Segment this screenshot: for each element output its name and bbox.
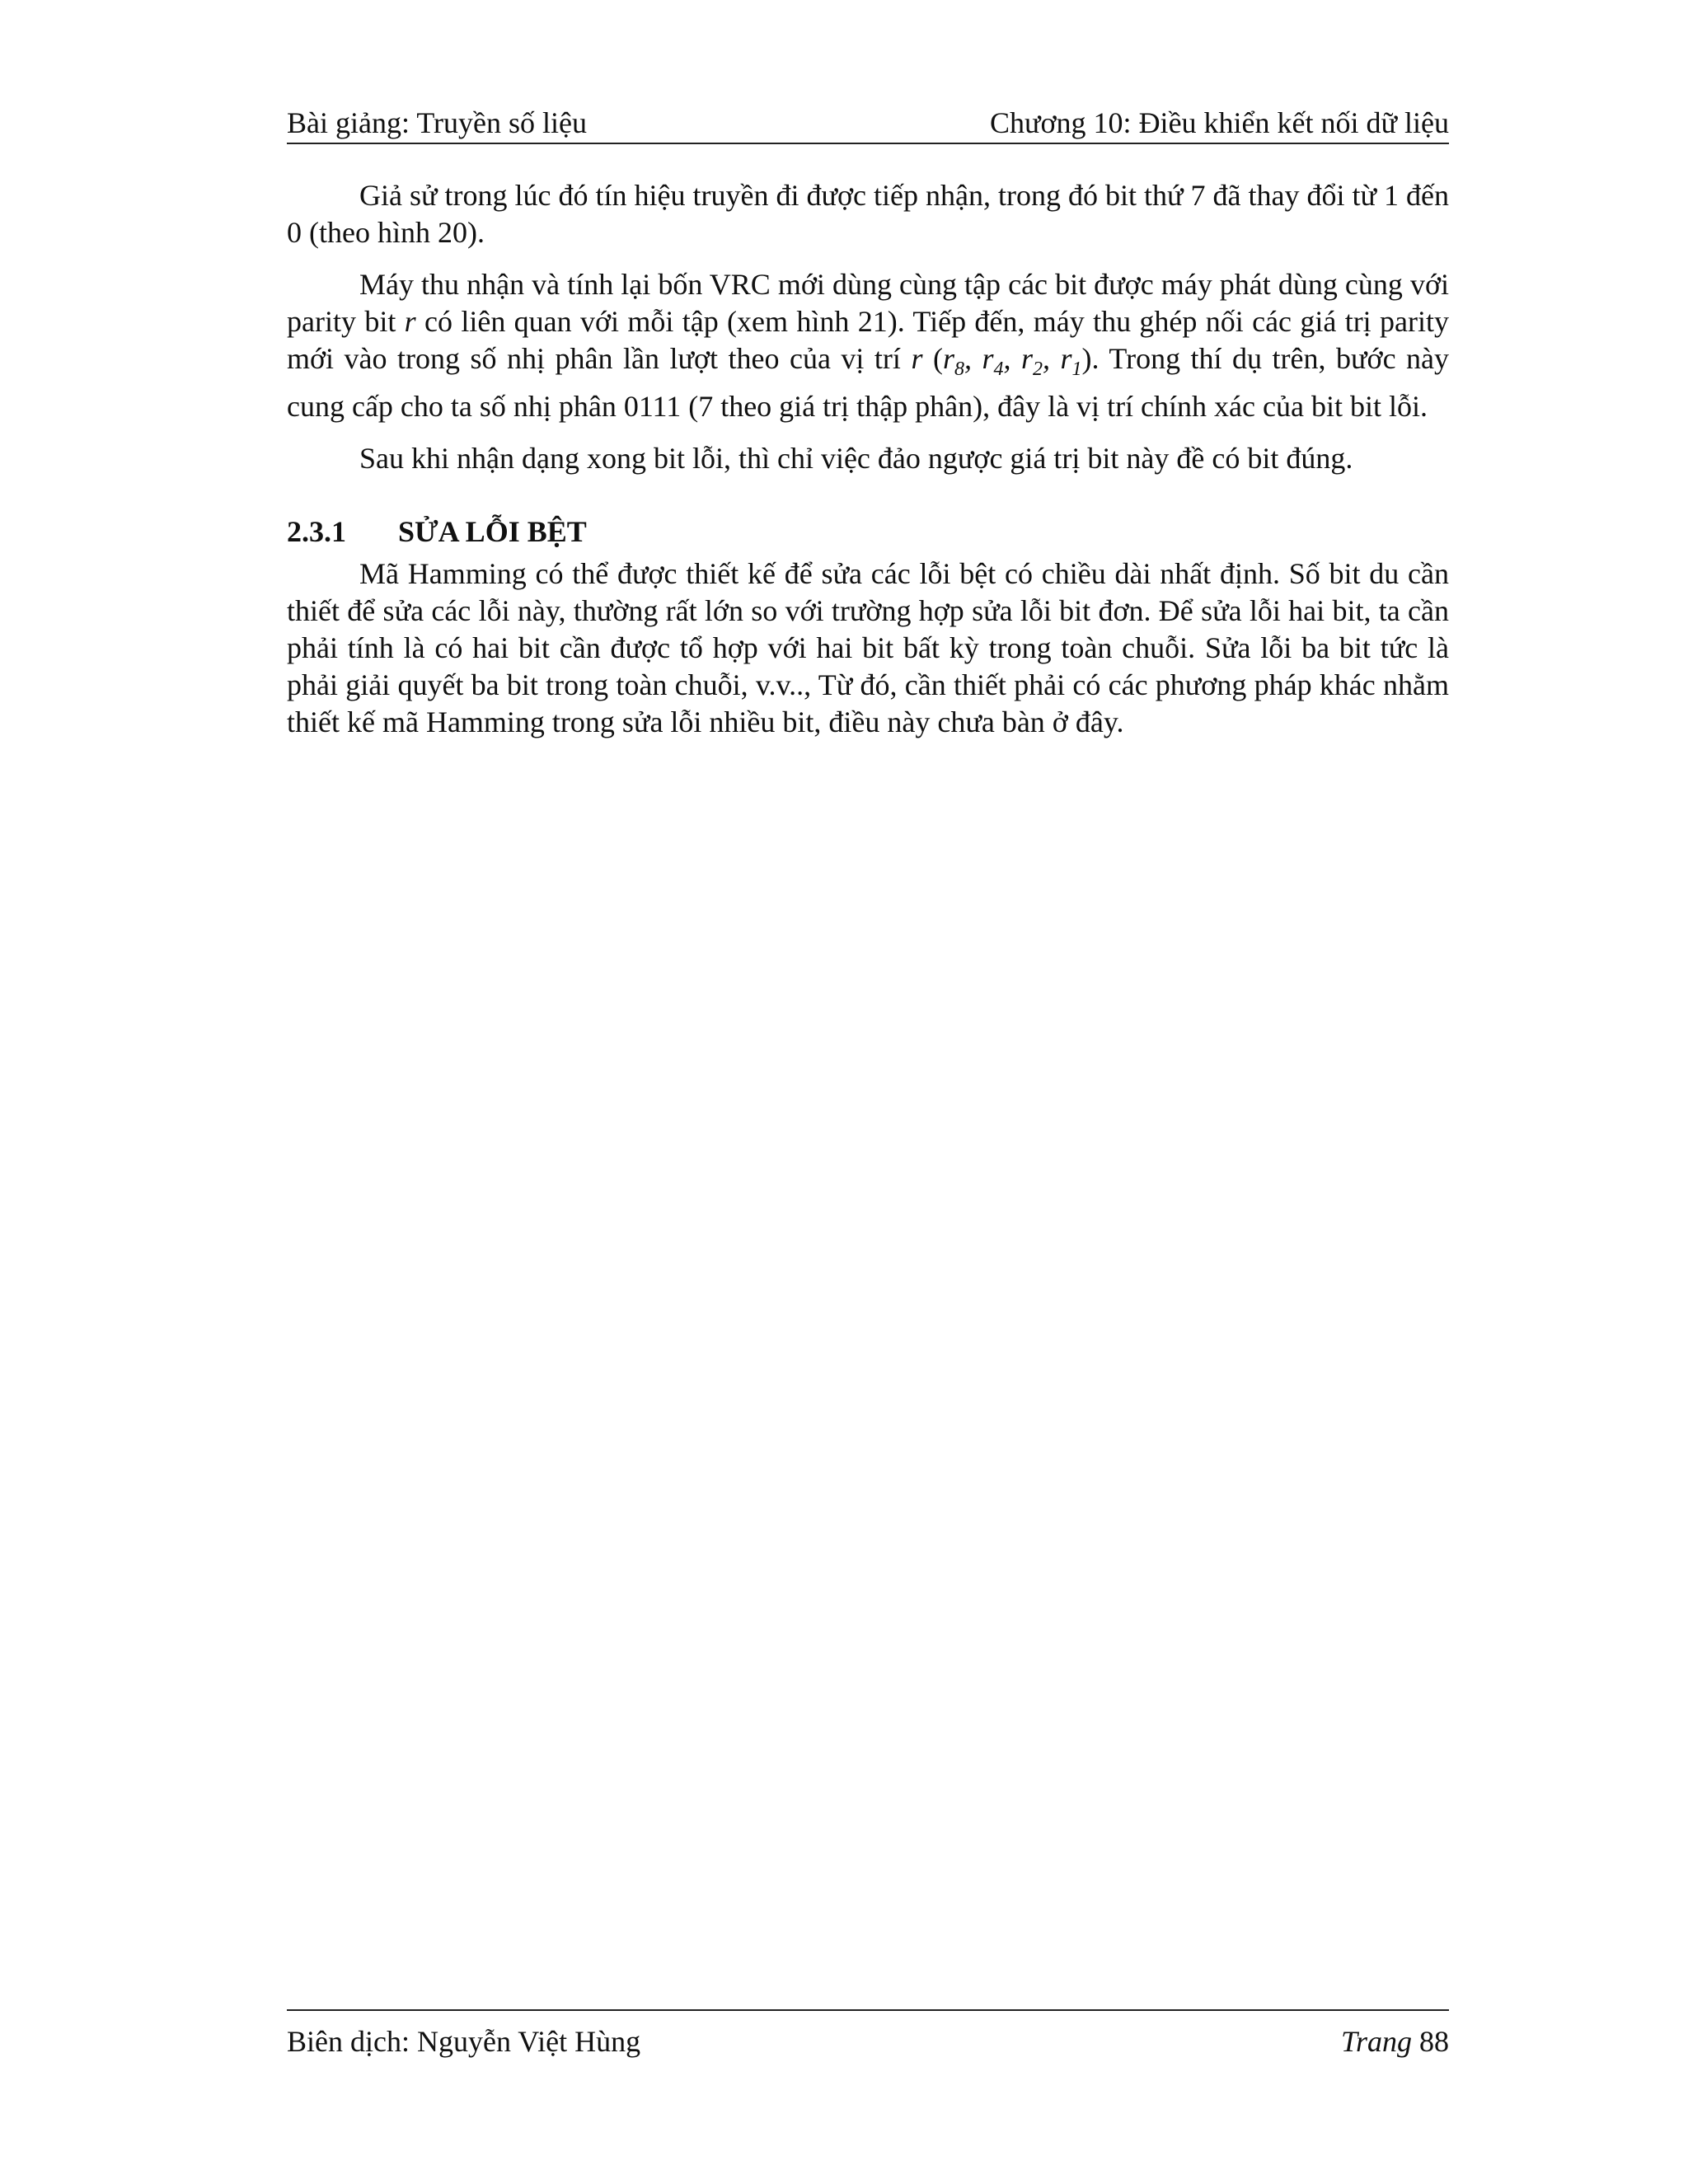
paragraph-receiver-vrc: [287, 266, 1449, 425]
math-var-r4: $r_4$,: [982, 342, 1021, 381]
paragraph-text: ). Trong thí dụ trên, bước này cung cấp cho ta số nhị phân 0111 (7 theo giá trị thập phân), đây là vị trí chính xác của bit bit lỗi.: [287, 342, 1450, 424]
section-number: 2.3.1: [287, 515, 346, 549]
footer-translator: Biên dịch: Nguyễn Việt Hùng: [287, 2025, 641, 2058]
paragraph-text: (: [922, 342, 943, 375]
paragraph-text: Máy thu nhận và tính lại bốn VRC mới dùng cùng tập các bit được máy phát dùng cùng với parity bit: [287, 268, 1449, 338]
paragraph-text: có liên quan với mỗi tập (xem hình 21). Tiếp đến, máy thu ghép nối các giá trị parity mới vào trong số nhị phân lần lượt theo của vị trí: [287, 305, 1450, 375]
footer-divider: [287, 2009, 1449, 2011]
math-var-r8: $r_8$,: [942, 342, 982, 381]
header-chapter-title: Chương 10: Điều khiển kết nối dữ liệu: [990, 106, 1449, 139]
page-label: Trang: [1340, 2025, 1412, 2058]
math-var-r1: $r_1$: [1060, 342, 1082, 381]
page-body: [287, 177, 1449, 756]
paragraph-burst-error: Mã Hamming có thể được thiết kế để sửa các lỗi bệt có chiều dài nhất định. Số bit du cần thiết để sửa các lỗi này, thường rất lớn so với trường hợp sửa lỗi bit đơn. Để sửa lỗi hai bit, ta cần phải tính là có hai bit cần được tổ hợp với hai bit bất kỳ trong toàn chuỗi. Sửa lỗi ba bit tức là phải giải quyết ba bit trong toàn chuỗi, v.v.., Từ đó, cần thiết phải có các phương pháp khác nhằm thiết kế mã Hamming trong sửa lỗi nhiều bit, điều này chưa bàn ở đây.: [287, 557, 1449, 739]
math-var-r: r: [404, 305, 416, 338]
math-var-r2: $r_2$,: [1020, 342, 1061, 381]
page-number: [1341, 2018, 1449, 2065]
page-number-value: 88: [1419, 2025, 1449, 2058]
page-header: [287, 99, 1449, 147]
header-course-title: Bài giảng: Truyền số liệu: [287, 106, 588, 139]
section-heading: [287, 513, 1449, 551]
section-title: SỬA LỖI BỆT: [398, 515, 587, 549]
page-footer: [287, 2018, 1449, 2065]
math-var-r: r: [911, 342, 923, 375]
paragraph-invert-bit: Sau khi nhận dạng xong bit lỗi, thì chỉ việc đảo ngược giá trị bit này đề có bit đúng.: [359, 442, 1353, 476]
header-divider: [287, 143, 1449, 144]
paragraph-bit-change: Giả sử trong lúc đó tín hiệu truyền đi được tiếp nhận, trong đó bit thứ 7 đã thay đổi từ 1 đến 0 (theo hình 20).: [287, 179, 1449, 249]
